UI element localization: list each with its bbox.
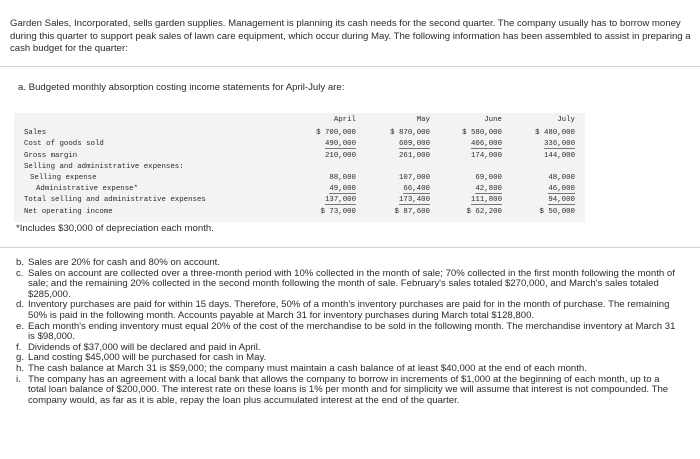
cell-total-may: 173,400 [398,196,430,204]
row-label-net-income: Net operating income [24,208,113,216]
list-item: i. The company has an agreement with a local bank that allows the company to borrow in increments of $1,000 at the beginning of each month, up to a total loan balance of $200,000. The interest rate on these loans is 1% per month and for simplicity we will assume that interest is not compounded. The company would, as far as it is able, repay the loan plus accumulated interest at the end of the quarter. [16,373,669,406]
cell-gross-april: 210,000 [324,152,356,160]
cell-gross-july: 144,000 [543,152,575,160]
cell-total-april: 137,000 [324,196,356,204]
list-item: c. Sales on account are collected over a three-month period with 10% collected in the month of sale; 70% collected in the first month following the month of sale; and the remaining 20% collected in the second month following the month of sale. February's sales totaled $270,000, and March's sales totaled $285,000. [16,267,675,300]
row-label-total-sga: Total selling and administrative expenses [24,196,206,204]
row-label-selling: Selling expense [30,174,97,182]
list-item: h. The cash balance at March 31 is $59,000; the company must maintain a cash balance of at least $40,000 at the end of each month. [16,362,587,374]
list-item: g. Land costing $45,000 will be purchased for cash in May. [16,352,267,364]
cell-total-june: 111,800 [470,196,502,204]
part-a-heading: a. Budgeted monthly absorption costing income statements for April-July are: [18,82,345,93]
cell-admin-july: 46,000 [548,185,575,193]
problem-intro: Garden Sales, Incorporated, sells garden supplies. Management is planning its cash needs for the second quarter. The company usually has to borrow money during this quarter to support peak sales of lawn care equipment, which occur during May. The following information has been assembled to assist in preparing a cash budget for the quarter: [10,18,691,54]
list-item: b. Sales are 20% for cash and 80% on account. [16,257,220,268]
cell-selling-july: 48,000 [548,174,575,182]
row-label-sales: Sales [24,129,47,137]
cell-net-april: $ 73,000 [320,208,356,216]
row-label-sga: Selling and administrative expenses: [24,163,184,171]
cell-net-june: $ 62,200 [466,208,502,216]
col-header-april: April [333,116,356,124]
list-item: e. Each month's ending inventory must equal 20% of the cost of the merchandise to be sold in the following month. The merchandise inventory at March 31 is $98,000. [16,320,676,343]
cell-admin-april: 49,000 [329,185,356,193]
cell-gross-june: 174,000 [470,152,502,160]
cell-admin-june: 42,800 [475,185,502,193]
cell-total-july: 94,000 [548,196,575,204]
row-label-admin: Administrative expense* [36,185,139,193]
col-header-june: June [484,116,502,124]
divider [0,66,700,67]
cell-cogs-april: 490,000 [324,140,356,148]
list-item: d. Inventory purchases are paid for within 15 days. Therefore, 50% of a month's inventory purchases are paid for in the month of purchase. The remaining 50% is paid in the following month. Accounts payable at March 31 for inventory purchases during March total $128,800. [16,299,670,321]
col-header-july: July [557,116,575,124]
cell-sales-april: $ 700,000 [316,129,356,137]
assumptions-list [16,258,678,406]
col-header-may: May [416,116,430,124]
cell-sales-june: $ 580,000 [462,129,502,137]
cell-selling-may: 107,000 [398,174,430,182]
cell-cogs-may: 609,000 [398,140,430,148]
cell-net-may: $ 87,600 [394,208,430,216]
cell-sales-may: $ 870,000 [390,129,430,137]
list-item: f. Dividends of $37,000 will be declared and paid in April. [16,341,261,353]
divider [0,247,700,248]
cell-selling-june: 69,000 [475,174,502,182]
footnote: *Includes $30,000 of depreciation each month. [16,223,214,234]
cell-selling-april: 88,000 [329,174,356,182]
cell-sales-july: $ 480,000 [535,129,575,137]
cell-cogs-july: 336,000 [543,140,575,148]
row-label-gross-margin: Gross margin [24,152,78,160]
cell-net-july: $ 50,000 [539,208,575,216]
cell-cogs-june: 406,000 [470,140,502,148]
cell-admin-may: 66,400 [403,185,430,193]
row-label-cogs: Cost of goods sold [24,140,104,148]
cell-gross-may: 261,000 [398,152,430,160]
